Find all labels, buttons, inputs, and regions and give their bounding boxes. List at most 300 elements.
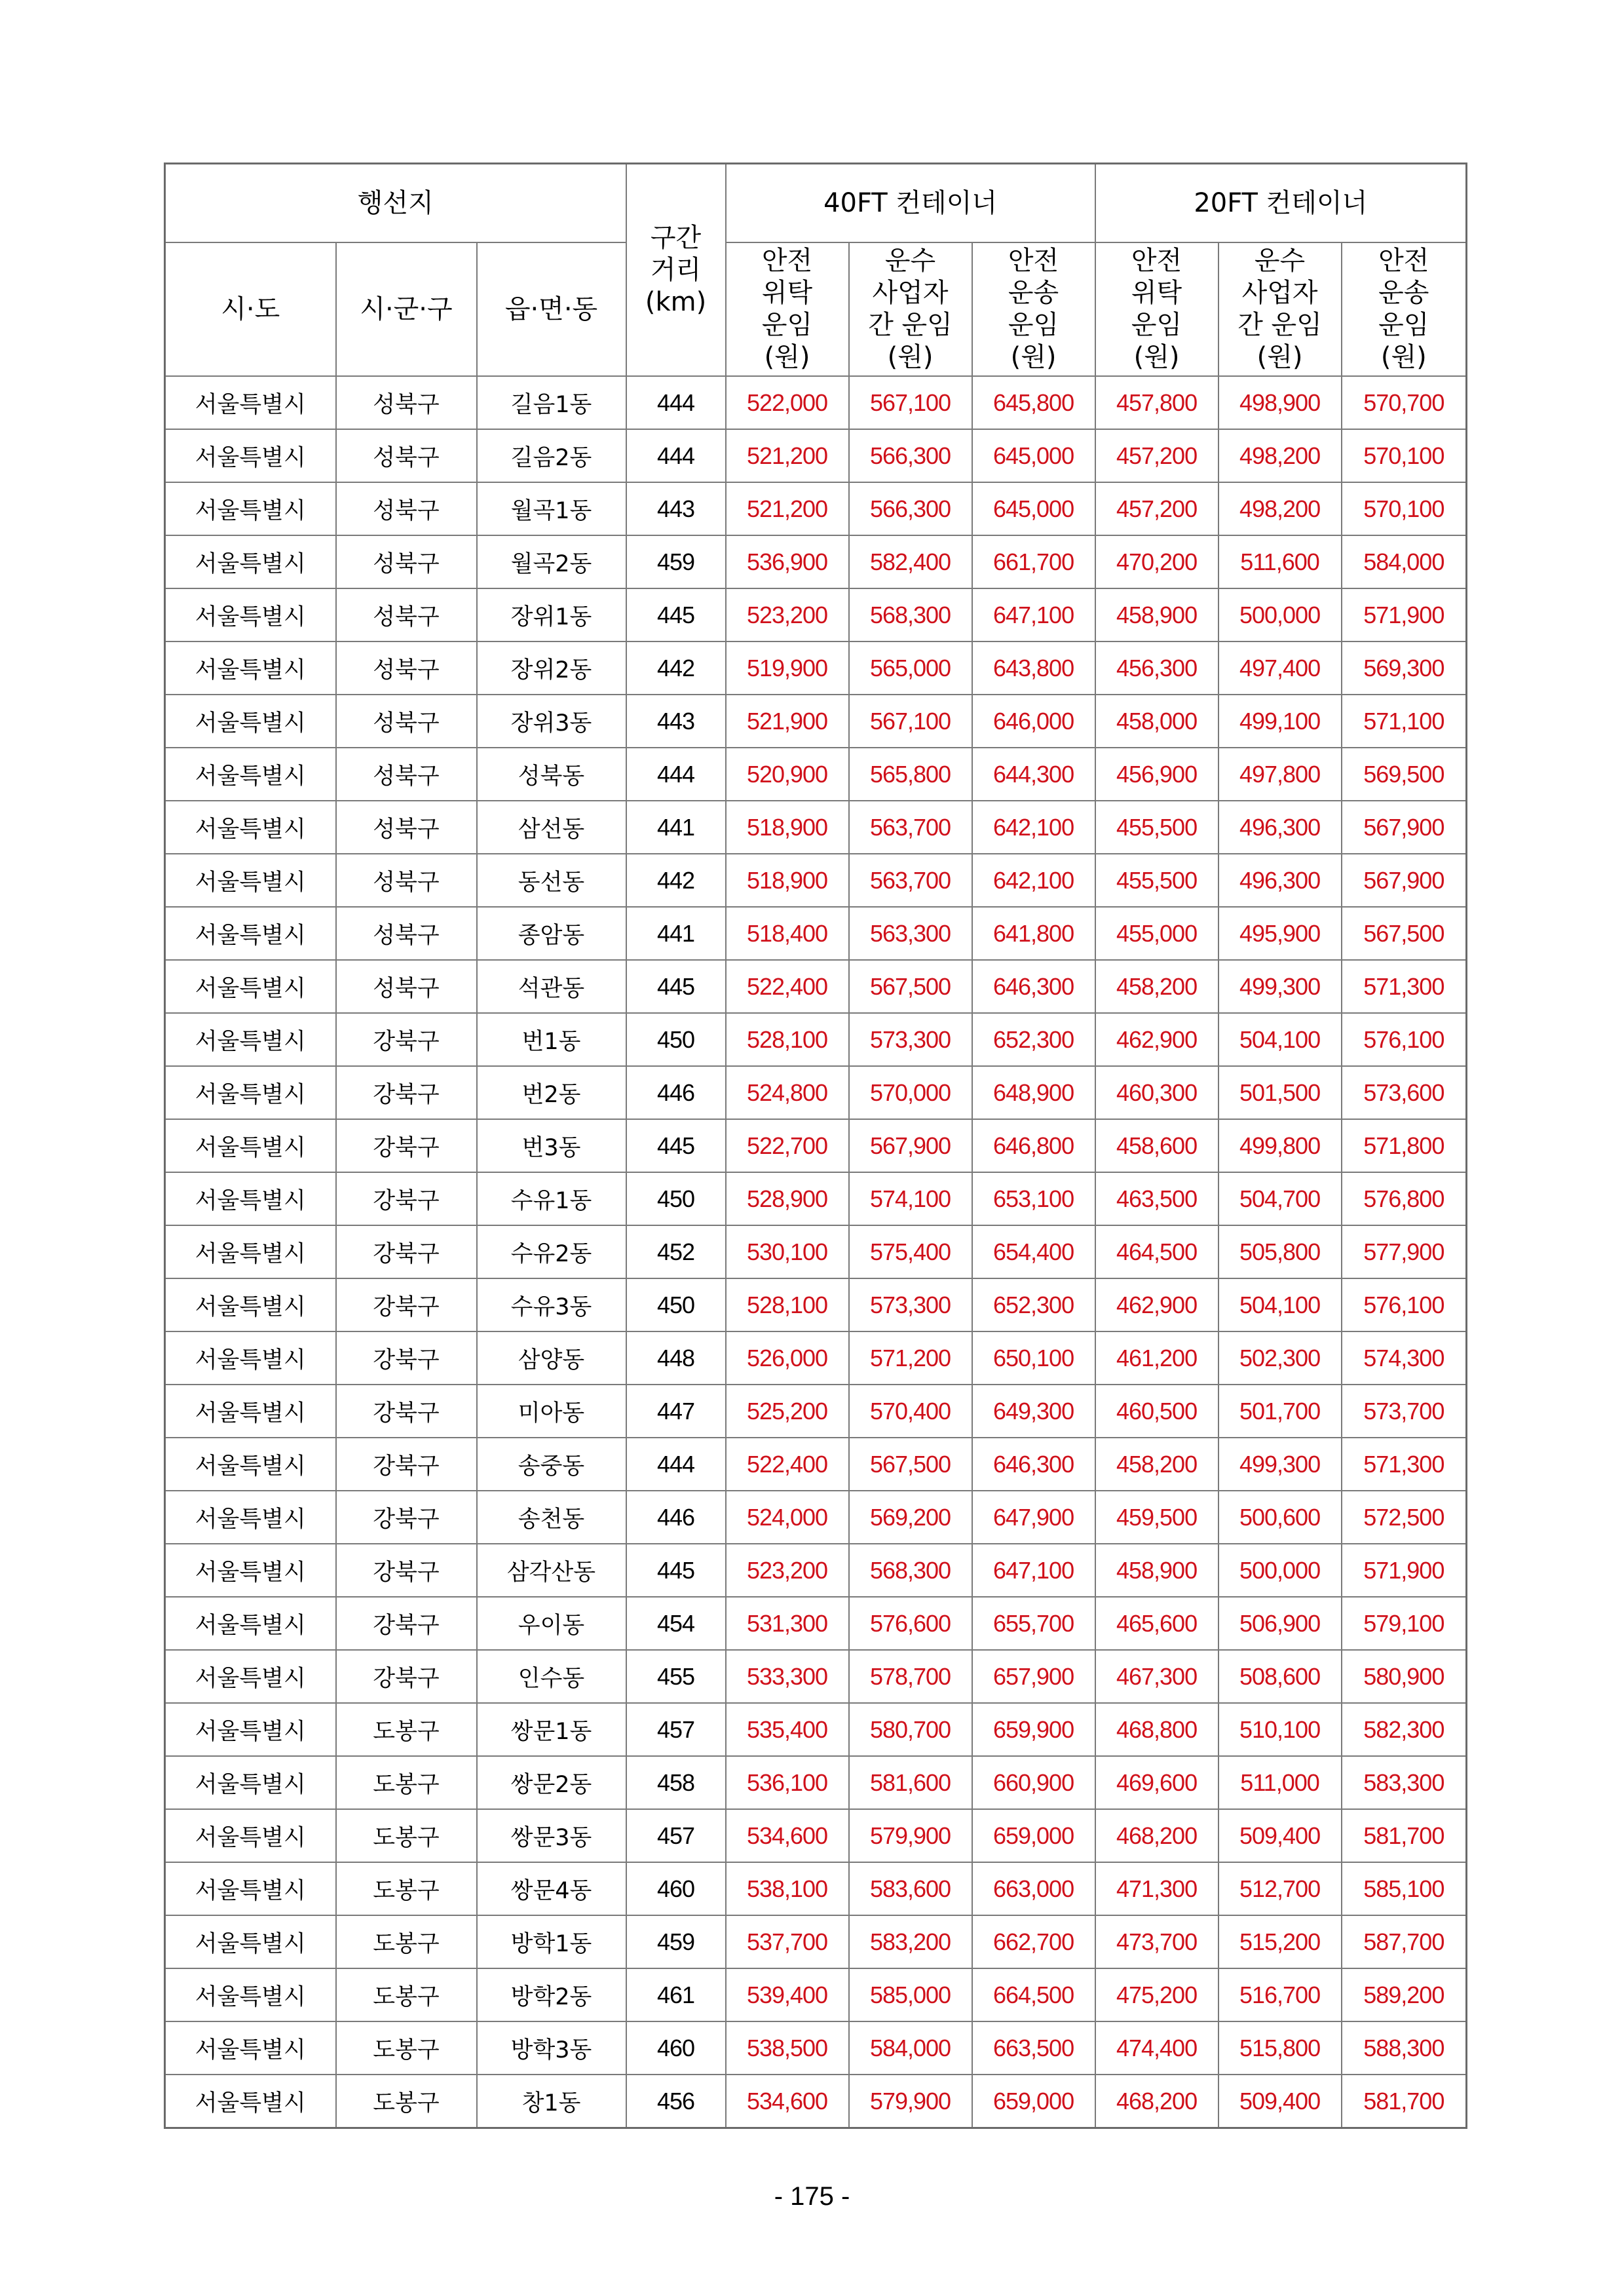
fare-20ft-carrier-cell: 511,600 [1218, 535, 1342, 588]
distance-cell: 450 [626, 1172, 726, 1225]
fare-40ft-safe-transport-cell: 641,800 [972, 907, 1095, 960]
eupmyeondong-cell: 수유1동 [477, 1172, 626, 1225]
table-row [165, 1597, 1467, 1650]
sido-cell: 서울특별시 [165, 960, 336, 1013]
fare-20ft-carrier-cell: 501,700 [1218, 1385, 1342, 1438]
fare-40ft-safe-transport-cell: 657,900 [972, 1650, 1095, 1703]
fare-40ft-safe-consign-cell: 534,600 [726, 1809, 849, 1862]
fare-20ft-carrier-cell: 497,400 [1218, 641, 1342, 695]
fare-40ft-safe-consign-cell: 533,300 [726, 1650, 849, 1703]
sido-cell: 서울특별시 [165, 1013, 336, 1066]
fare-40ft-safe-consign-cell: 522,400 [726, 960, 849, 1013]
distance-header-line: 구간 [650, 222, 702, 253]
fare-20ft-safe-transport-cell: 585,100 [1342, 1862, 1467, 1915]
sido-cell: 서울특별시 [165, 748, 336, 801]
sido-cell: 서울특별시 [165, 1385, 336, 1438]
fare-20ft-safe-consign-cell: 458,900 [1095, 588, 1218, 641]
fare-40ft-safe-transport-cell: 646,000 [972, 695, 1095, 748]
sido-cell: 서울특별시 [165, 641, 336, 695]
fare-40ft-safe-consign-cell: 537,700 [726, 1915, 849, 1968]
eupmyeondong-cell: 창1동 [477, 2075, 626, 2128]
fare-20ft-carrier-cell: 509,400 [1218, 1809, 1342, 1862]
fare-40ft-safe-transport-cell: 642,100 [972, 854, 1095, 907]
sido-cell: 서울특별시 [165, 907, 336, 960]
fare-20ft-carrier-cell: 500,600 [1218, 1491, 1342, 1544]
eupmyeondong-cell: 동선동 [477, 854, 626, 907]
fare-20ft-safe-transport-cell: 570,100 [1342, 482, 1467, 535]
fare-20ft-safe-transport-cell: 580,900 [1342, 1650, 1467, 1703]
fare-40ft-safe-transport-cell: 652,300 [972, 1013, 1095, 1066]
destination-header: 행선지 [165, 164, 626, 243]
fare-20ft-safe-consign-cell: 462,900 [1095, 1278, 1218, 1331]
sigungu-cell: 강북구 [336, 1172, 477, 1225]
header-line: 사업자 [872, 278, 949, 308]
fare-40ft-carrier-cell: 567,500 [849, 960, 972, 1013]
fare-20ft-safe-transport-cell: 571,800 [1342, 1119, 1467, 1172]
fare-20ft-safe-consign-cell: 468,200 [1095, 1809, 1218, 1862]
distance-cell: 446 [626, 1066, 726, 1119]
fare-40ft-safe-transport-cell: 660,900 [972, 1756, 1095, 1809]
header-line: 간 운임 [1237, 310, 1322, 340]
eupmyeondong-cell: 장위3동 [477, 695, 626, 748]
fare-20ft-safe-consign-cell: 474,400 [1095, 2021, 1218, 2075]
table-row [165, 1756, 1467, 1809]
fare-20ft-safe-transport-cell: 567,900 [1342, 801, 1467, 854]
fare-40ft-safe-transport-cell: 659,900 [972, 1703, 1095, 1756]
sido-cell: 서울특별시 [165, 1331, 336, 1385]
eupmyeondong-cell: 삼양동 [477, 1331, 626, 1385]
fare-20ft-carrier-cell: 508,600 [1218, 1650, 1342, 1703]
fare-20ft-safe-transport-cell: 571,300 [1342, 960, 1467, 1013]
fare-20ft-safe-consign-cell: 456,900 [1095, 748, 1218, 801]
fare-20ft-safe-consign-cell: 462,900 [1095, 1013, 1218, 1066]
fare-20ft-safe-transport-cell: 583,300 [1342, 1756, 1467, 1809]
fare-20ft-carrier-cell: 495,900 [1218, 907, 1342, 960]
table-row [165, 1862, 1467, 1915]
sigungu-cell: 강북구 [336, 1650, 477, 1703]
table-row [165, 2075, 1467, 2128]
fare-20ft-safe-transport-cell: 571,900 [1342, 1544, 1467, 1597]
fare-20ft-safe-consign-cell: 467,300 [1095, 1650, 1218, 1703]
header-line: 운송 [1008, 278, 1059, 308]
sido-cell: 서울특별시 [165, 1862, 336, 1915]
fare-40ft-safe-consign-cell: 519,900 [726, 641, 849, 695]
fare-20ft-safe-transport-cell: 581,700 [1342, 2075, 1467, 2128]
fare-20ft-safe-consign-cell: 458,000 [1095, 695, 1218, 748]
fare-40ft-safe-consign-cell: 521,900 [726, 695, 849, 748]
fare-40ft-carrier-cell: 567,500 [849, 1438, 972, 1491]
eupmyeondong-cell: 번1동 [477, 1013, 626, 1066]
fare-20ft-safe-consign-cell: 458,200 [1095, 960, 1218, 1013]
header-line: 사업자 [1241, 278, 1318, 308]
fare-40ft-safe-consign-cell: 536,100 [726, 1756, 849, 1809]
sido-cell: 서울특별시 [165, 376, 336, 429]
fare-40ft-carrier-cell: 563,700 [849, 854, 972, 907]
fare-40ft-carrier-cell: 567,900 [849, 1119, 972, 1172]
table-row [165, 960, 1467, 1013]
fare-40ft-safe-transport-cell: 663,000 [972, 1862, 1095, 1915]
fare-40ft-safe-transport-cell: 654,400 [972, 1225, 1095, 1278]
fare-20ft-carrier-cell: 505,800 [1218, 1225, 1342, 1278]
fare-40ft-carrier-cell: 583,200 [849, 1915, 972, 1968]
sigungu-cell: 성북구 [336, 535, 477, 588]
fare-20ft-carrier-cell: 499,300 [1218, 960, 1342, 1013]
fare-40ft-safe-consign-cell: 523,200 [726, 1544, 849, 1597]
fare-40ft-safe-consign-cell: 524,000 [726, 1491, 849, 1544]
eupmyeondong-cell: 월곡2동 [477, 535, 626, 588]
fare-40ft-safe-transport-cell: 655,700 [972, 1597, 1095, 1650]
eupmyeondong-cell: 수유3동 [477, 1278, 626, 1331]
sigungu-cell: 성북구 [336, 907, 477, 960]
table-row [165, 482, 1467, 535]
sigungu-cell: 강북구 [336, 1331, 477, 1385]
table-row [165, 1119, 1467, 1172]
fare-20ft-safe-consign-cell: 468,800 [1095, 1703, 1218, 1756]
sigungu-cell: 성북구 [336, 748, 477, 801]
header-line: 안전 [1008, 246, 1059, 276]
fare-20ft-carrier-cell: 515,200 [1218, 1915, 1342, 1968]
fare-20ft-carrier-cell: 496,300 [1218, 801, 1342, 854]
eupmyeondong-cell: 쌍문4동 [477, 1862, 626, 1915]
header-line: 운임 [761, 310, 813, 340]
distance-cell: 456 [626, 2075, 726, 2128]
fare-20ft-carrier-cell: 502,300 [1218, 1331, 1342, 1385]
sigungu-cell: 강북구 [336, 1385, 477, 1438]
sigungu-cell: 성북구 [336, 588, 477, 641]
fare-40ft-safe-transport-cell: 642,100 [972, 801, 1095, 854]
fare-20ft-carrier-cell: 510,100 [1218, 1703, 1342, 1756]
fare-20ft-safe-consign-cell: 473,700 [1095, 1915, 1218, 1968]
sigungu-cell: 도봉구 [336, 1703, 477, 1756]
fare-40ft-carrier-cell: 573,300 [849, 1278, 972, 1331]
sigungu-cell: 성북구 [336, 801, 477, 854]
eupmyeondong-cell: 번3동 [477, 1119, 626, 1172]
sido-cell: 서울특별시 [165, 1756, 336, 1809]
fare-40ft-safe-transport-cell: 653,100 [972, 1172, 1095, 1225]
fare-20ft-safe-consign-cell: 475,200 [1095, 1968, 1218, 2021]
eupmyeondong-cell: 길음1동 [477, 376, 626, 429]
fare-40ft-carrier-cell: 563,300 [849, 907, 972, 960]
header-line: 위탁 [1131, 278, 1182, 308]
distance-cell: 445 [626, 588, 726, 641]
eupmyeondong-cell: 성북동 [477, 748, 626, 801]
sigungu-cell: 도봉구 [336, 1862, 477, 1915]
sido-cell: 서울특별시 [165, 1278, 336, 1331]
fare-20ft-safe-consign-cell: 461,200 [1095, 1331, 1218, 1385]
fare-40ft-safe-transport-cell: 659,000 [972, 2075, 1095, 2128]
distance-cell: 443 [626, 695, 726, 748]
eupmyeondong-header: 읍·면·동 [477, 242, 626, 376]
sigungu-cell: 강북구 [336, 1013, 477, 1066]
fare-20ft-safe-transport-cell: 576,800 [1342, 1172, 1467, 1225]
fare-40ft-carrier-cell: 566,300 [849, 482, 972, 535]
fare-20ft-safe-consign-cell: 455,500 [1095, 854, 1218, 907]
fare-40ft-carrier-cell: 570,400 [849, 1385, 972, 1438]
fare-40ft-safe-transport-cell: 662,700 [972, 1915, 1095, 1968]
fare-40ft-carrier-cell: 580,700 [849, 1703, 972, 1756]
fare-20ft-safe-transport-cell: 571,300 [1342, 1438, 1467, 1491]
distance-cell: 452 [626, 1225, 726, 1278]
fare-40ft-carrier-cell: 571,200 [849, 1331, 972, 1385]
distance-cell: 441 [626, 907, 726, 960]
fare-20ft-carrier-cell: 516,700 [1218, 1968, 1342, 2021]
table-row [165, 801, 1467, 854]
sigungu-cell: 강북구 [336, 1544, 477, 1597]
sigungu-cell: 강북구 [336, 1438, 477, 1491]
sigungu-cell: 도봉구 [336, 2075, 477, 2128]
sido-cell: 서울특별시 [165, 1172, 336, 1225]
fare-20ft-safe-transport-cell: 572,500 [1342, 1491, 1467, 1544]
fare-20ft-safe-transport-cell: 577,900 [1342, 1225, 1467, 1278]
fare-20ft-carrier-cell: 504,100 [1218, 1278, 1342, 1331]
fare-40ft-carrier-cell: 585,000 [849, 1968, 972, 2021]
fare-40ft-safe-consign-cell: 518,900 [726, 801, 849, 854]
fare-20ft-safe-consign-cell: 460,300 [1095, 1066, 1218, 1119]
fare-20ft-safe-consign-cell: 458,600 [1095, 1119, 1218, 1172]
sido-cell: 서울특별시 [165, 482, 336, 535]
sigungu-cell: 성북구 [336, 376, 477, 429]
col-40ft-safe-transport-header [972, 242, 1095, 376]
header-line: 운송 [1378, 278, 1429, 308]
fare-20ft-carrier-cell: 499,100 [1218, 695, 1342, 748]
table-row [165, 1225, 1467, 1278]
sido-cell: 서울특별시 [165, 854, 336, 907]
col-40ft-carrier-header [849, 242, 972, 376]
fare-20ft-safe-transport-cell: 569,300 [1342, 641, 1467, 695]
fare-20ft-safe-transport-cell: 569,500 [1342, 748, 1467, 801]
fare-20ft-safe-transport-cell: 570,700 [1342, 376, 1467, 429]
fare-20ft-carrier-cell: 515,800 [1218, 2021, 1342, 2075]
sigungu-cell: 강북구 [336, 1491, 477, 1544]
sigungu-cell: 성북구 [336, 429, 477, 482]
fare-40ft-safe-consign-cell: 524,800 [726, 1066, 849, 1119]
fare-40ft-safe-transport-cell: 645,800 [972, 376, 1095, 429]
table-row [165, 1385, 1467, 1438]
fare-40ft-safe-consign-cell: 522,700 [726, 1119, 849, 1172]
sido-cell: 서울특별시 [165, 1066, 336, 1119]
sigungu-cell: 도봉구 [336, 1809, 477, 1862]
sigungu-cell: 강북구 [336, 1278, 477, 1331]
table-row [165, 695, 1467, 748]
eupmyeondong-cell: 장위2동 [477, 641, 626, 695]
fare-40ft-safe-transport-cell: 652,300 [972, 1278, 1095, 1331]
eupmyeondong-cell: 삼각산동 [477, 1544, 626, 1597]
distance-cell: 461 [626, 1968, 726, 2021]
header-line: 안전 [1378, 246, 1429, 276]
eupmyeondong-cell: 종암동 [477, 907, 626, 960]
sigungu-cell: 도봉구 [336, 1968, 477, 2021]
fare-20ft-safe-transport-cell: 567,900 [1342, 854, 1467, 907]
eupmyeondong-cell: 길음2동 [477, 429, 626, 482]
eupmyeondong-cell: 인수동 [477, 1650, 626, 1703]
fare-40ft-safe-transport-cell: 650,100 [972, 1331, 1095, 1385]
fare-20ft-safe-transport-cell: 571,900 [1342, 588, 1467, 641]
fare-40ft-carrier-cell: 584,000 [849, 2021, 972, 2075]
distance-cell: 444 [626, 429, 726, 482]
eupmyeondong-cell: 번2동 [477, 1066, 626, 1119]
sigungu-cell: 강북구 [336, 1597, 477, 1650]
distance-header-line: (km) [645, 286, 707, 317]
distance-cell: 458 [626, 1756, 726, 1809]
header-line: 운임 [1008, 310, 1059, 340]
fare-40ft-safe-transport-cell: 648,900 [972, 1066, 1095, 1119]
fare-40ft-safe-consign-cell: 522,000 [726, 376, 849, 429]
fare-20ft-safe-transport-cell: 576,100 [1342, 1278, 1467, 1331]
table-row [165, 1438, 1467, 1491]
fare-40ft-safe-consign-cell: 535,400 [726, 1703, 849, 1756]
fare-40ft-carrier-cell: 579,900 [849, 1809, 972, 1862]
sigungu-cell: 성북구 [336, 641, 477, 695]
distance-cell: 442 [626, 854, 726, 907]
fare-40ft-safe-consign-cell: 539,400 [726, 1968, 849, 2021]
fare-20ft-safe-consign-cell: 459,500 [1095, 1491, 1218, 1544]
freight-rate-table [164, 163, 1467, 2129]
fare-20ft-safe-transport-cell: 570,100 [1342, 429, 1467, 482]
fare-40ft-safe-consign-cell: 525,200 [726, 1385, 849, 1438]
fare-20ft-safe-transport-cell: 588,300 [1342, 2021, 1467, 2075]
table-row [165, 1968, 1467, 2021]
eupmyeondong-cell: 방학2동 [477, 1968, 626, 2021]
fare-20ft-carrier-cell: 504,700 [1218, 1172, 1342, 1225]
fare-40ft-safe-consign-cell: 534,600 [726, 2075, 849, 2128]
fare-20ft-carrier-cell: 498,900 [1218, 376, 1342, 429]
sido-header: 시·도 [165, 242, 336, 376]
distance-cell: 445 [626, 1544, 726, 1597]
sido-cell: 서울특별시 [165, 588, 336, 641]
table-row [165, 1650, 1467, 1703]
fare-40ft-carrier-cell: 583,600 [849, 1862, 972, 1915]
fare-40ft-carrier-cell: 582,400 [849, 535, 972, 588]
eupmyeondong-cell: 방학3동 [477, 2021, 626, 2075]
fare-40ft-safe-consign-cell: 536,900 [726, 535, 849, 588]
eupmyeondong-cell: 월곡1동 [477, 482, 626, 535]
sido-cell: 서울특별시 [165, 1491, 336, 1544]
header-line: (원) [764, 342, 810, 372]
eupmyeondong-cell: 수유2동 [477, 1225, 626, 1278]
fare-20ft-carrier-cell: 496,300 [1218, 854, 1342, 907]
header-line: 간 운임 [868, 310, 953, 340]
table-row [165, 1172, 1467, 1225]
col-20ft-safe-transport-header [1342, 242, 1467, 376]
group-40ft-header: 40FT 컨테이너 [726, 164, 1095, 243]
fare-40ft-carrier-cell: 568,300 [849, 1544, 972, 1597]
table-row [165, 2021, 1467, 2075]
header-line: 운임 [1378, 310, 1429, 340]
table-body [165, 376, 1467, 2128]
fare-40ft-carrier-cell: 567,100 [849, 376, 972, 429]
sigungu-cell: 도봉구 [336, 1756, 477, 1809]
fare-20ft-safe-consign-cell: 464,500 [1095, 1225, 1218, 1278]
distance-cell: 445 [626, 1119, 726, 1172]
distance-cell: 448 [626, 1331, 726, 1385]
fare-40ft-safe-transport-cell: 647,900 [972, 1491, 1095, 1544]
fare-20ft-safe-transport-cell: 571,100 [1342, 695, 1467, 748]
fare-40ft-carrier-cell: 575,400 [849, 1225, 972, 1278]
sigungu-cell: 성북구 [336, 695, 477, 748]
table-row [165, 1544, 1467, 1597]
fare-20ft-safe-consign-cell: 465,600 [1095, 1597, 1218, 1650]
fare-40ft-carrier-cell: 569,200 [849, 1491, 972, 1544]
table-row [165, 1703, 1467, 1756]
fare-40ft-safe-transport-cell: 643,800 [972, 641, 1095, 695]
distance-header [626, 164, 726, 377]
fare-20ft-safe-consign-cell: 458,200 [1095, 1438, 1218, 1491]
eupmyeondong-cell: 장위1동 [477, 588, 626, 641]
distance-cell: 457 [626, 1809, 726, 1862]
fare-20ft-safe-transport-cell: 574,300 [1342, 1331, 1467, 1385]
fare-20ft-safe-transport-cell: 584,000 [1342, 535, 1467, 588]
fare-40ft-carrier-cell: 567,100 [849, 695, 972, 748]
distance-cell: 455 [626, 1650, 726, 1703]
fare-40ft-carrier-cell: 568,300 [849, 588, 972, 641]
header-line: 운임 [1131, 310, 1182, 340]
fare-40ft-carrier-cell: 570,000 [849, 1066, 972, 1119]
distance-cell: 444 [626, 748, 726, 801]
distance-cell: 441 [626, 801, 726, 854]
header-line: 운수 [1254, 246, 1306, 276]
header-line: 위탁 [761, 278, 813, 308]
fare-40ft-safe-transport-cell: 644,300 [972, 748, 1095, 801]
table-row [165, 1331, 1467, 1385]
distance-cell: 446 [626, 1491, 726, 1544]
col-40ft-safe-consign-header [726, 242, 849, 376]
eupmyeondong-cell: 삼선동 [477, 801, 626, 854]
distance-header-line: 거리 [650, 254, 702, 285]
fare-40ft-safe-consign-cell: 526,000 [726, 1331, 849, 1385]
sido-cell: 서울특별시 [165, 1119, 336, 1172]
fare-20ft-safe-consign-cell: 456,300 [1095, 641, 1218, 695]
fare-40ft-carrier-cell: 581,600 [849, 1756, 972, 1809]
fare-20ft-safe-consign-cell: 455,500 [1095, 801, 1218, 854]
fare-20ft-safe-transport-cell: 576,100 [1342, 1013, 1467, 1066]
fare-40ft-safe-transport-cell: 645,000 [972, 482, 1095, 535]
distance-cell: 459 [626, 1915, 726, 1968]
fare-40ft-safe-transport-cell: 646,300 [972, 960, 1095, 1013]
fare-20ft-safe-consign-cell: 455,000 [1095, 907, 1218, 960]
header-line: (원) [1010, 342, 1057, 372]
distance-cell: 450 [626, 1278, 726, 1331]
fare-40ft-safe-transport-cell: 647,100 [972, 1544, 1095, 1597]
header-line: 안전 [1131, 246, 1182, 276]
distance-cell: 450 [626, 1013, 726, 1066]
fare-40ft-safe-transport-cell: 649,300 [972, 1385, 1095, 1438]
eupmyeondong-cell: 석관동 [477, 960, 626, 1013]
fare-20ft-safe-transport-cell: 589,200 [1342, 1968, 1467, 2021]
table-row [165, 1915, 1467, 1968]
page-number: - 175 - [774, 2182, 850, 2211]
fare-40ft-carrier-cell: 574,100 [849, 1172, 972, 1225]
col-20ft-safe-consign-header [1095, 242, 1218, 376]
table-row [165, 1278, 1467, 1331]
fare-40ft-carrier-cell: 576,600 [849, 1597, 972, 1650]
distance-cell: 445 [626, 960, 726, 1013]
fare-20ft-safe-consign-cell: 460,500 [1095, 1385, 1218, 1438]
fare-40ft-safe-consign-cell: 518,900 [726, 854, 849, 907]
sido-cell: 서울특별시 [165, 1915, 336, 1968]
sido-cell: 서울특별시 [165, 2075, 336, 2128]
sigungu-cell: 강북구 [336, 1119, 477, 1172]
fare-40ft-safe-consign-cell: 538,500 [726, 2021, 849, 2075]
fare-40ft-safe-transport-cell: 661,700 [972, 535, 1095, 588]
sido-cell: 서울특별시 [165, 1544, 336, 1597]
fare-40ft-safe-consign-cell: 520,900 [726, 748, 849, 801]
fare-20ft-carrier-cell: 504,100 [1218, 1013, 1342, 1066]
fare-20ft-carrier-cell: 506,900 [1218, 1597, 1342, 1650]
fare-20ft-safe-transport-cell: 573,700 [1342, 1385, 1467, 1438]
fare-20ft-carrier-cell: 497,800 [1218, 748, 1342, 801]
table-row [165, 641, 1467, 695]
fare-40ft-safe-transport-cell: 646,800 [972, 1119, 1095, 1172]
